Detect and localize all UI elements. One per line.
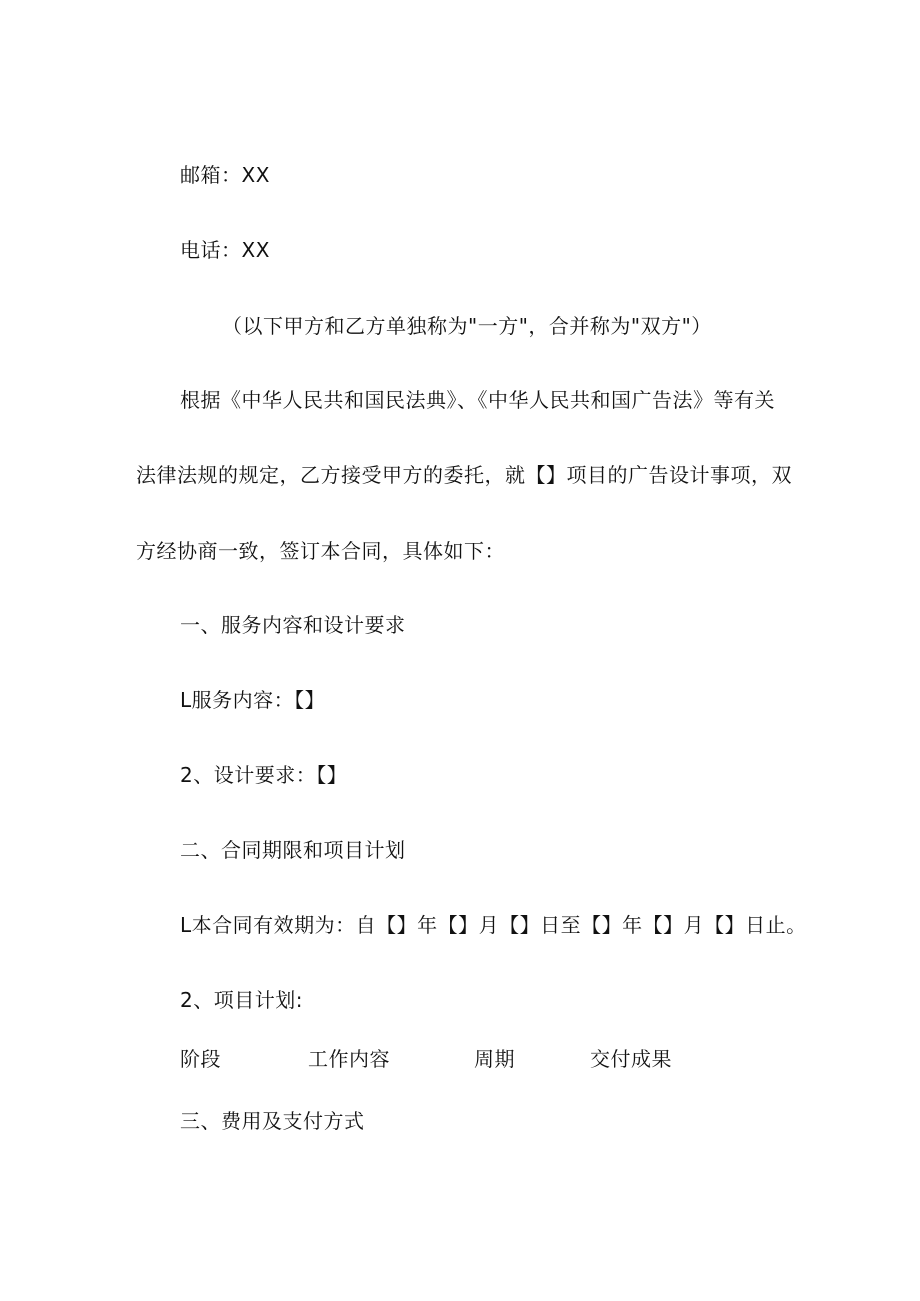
section-1-heading: 一、服务内容和设计要求 — [180, 613, 406, 637]
email-line: 邮箱：XX — [180, 163, 270, 187]
project-plan-item: 2、项目计划: — [180, 988, 303, 1012]
table-header-deliverables: 交付成果 — [590, 1047, 672, 1071]
table-header-stage: 阶段 — [180, 1047, 221, 1071]
intro-line-1: 根据《中华人民共和国民法典》、《中华人民共和国广告法》等有关 — [180, 388, 775, 412]
section-3-heading: 三、费用及支付方式 — [180, 1109, 365, 1133]
intro-line-3: 方经协商一致，签订本合同，具体如下： — [136, 539, 505, 563]
service-content-item: L服务内容：【】 — [180, 688, 326, 712]
table-header-work-content: 工作内容 — [308, 1047, 390, 1071]
contract-term-item: L本合同有效期为：自【】年【】月【】日至【】年【】月【】日止。 — [180, 913, 807, 937]
section-2-heading: 二、合同期限和项目计划 — [180, 838, 406, 862]
phone-line: 电话：XX — [180, 238, 270, 262]
project-plan-table-header — [180, 1045, 700, 1073]
intro-line-2: 法律法规的规定，乙方接受甲方的委托，就【】项目的广告设计事项，双 — [136, 463, 792, 487]
table-header-period: 周期 — [474, 1047, 515, 1071]
design-requirement-item: 2、设计要求：【】 — [180, 763, 348, 787]
parties-note: （以下甲方和乙方单独称为"一方"，合并称为"双方"） — [222, 314, 712, 338]
